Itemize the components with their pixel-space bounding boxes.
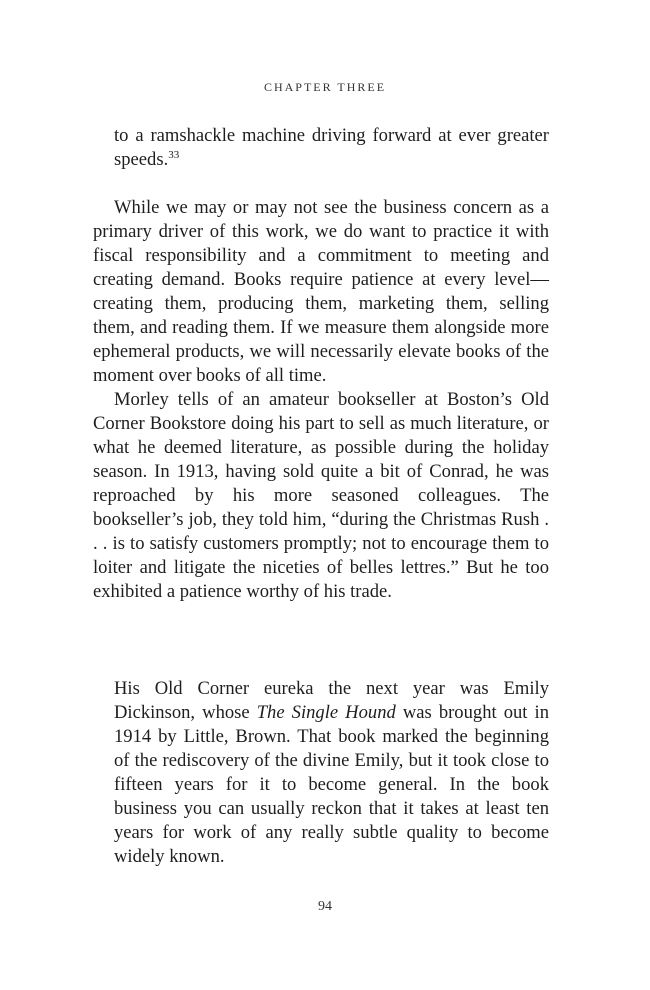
running-head: CHAPTER THREE (263, 80, 387, 94)
quote-text: to a ramshackle machine driving forward at ever greater speeds. (114, 125, 549, 170)
block-quote-top-text (114, 124, 549, 172)
body-paragraph-1: While we may or may not see the business concern as a primary driver of this work, we do want to practice it with fiscal responsibility and a commitment to meeting and creating demand. Books require patience at every level—creating them, producing them, marketing them, selling them, and reading them. If we measure them alongside more ephemeral products, we will necessarily elevate books of the moment over books of all time. (93, 197, 549, 386)
quote-text-after: was brought out in 1914 by Little, Brown. That book marked the beginning of the rediscovery of the divine Emily, but it took close to fifteen years for it to become general. In the book business you can usually reckon that it takes at least ten years for work of any really subtle quality to become widely known. (114, 702, 549, 867)
block-quote-top (114, 124, 549, 172)
quote-text-before: His Old Corner eureka the next year was Emily Dickinson, whose (114, 678, 549, 723)
body-paragraph-2: Morley tells of an amateur bookseller at Boston’s Old Corner Bookstore doing his part to sell as much literature, or what he deemed literature, as possible during the holiday season. In 1913, having sold quite a bit of Conrad, he was reproached by his more seasoned colleagues. The bookseller’s job, they told him, “during the Christmas Rush . . . is to satisfy customers promptly; not to encourage them to loiter and litigate the niceties of belles lettres.” But he too exhibited a patience worthy of his trade. (93, 389, 549, 602)
block-quote-bottom (114, 677, 549, 869)
body-text (93, 196, 549, 604)
book-title-italic: The Single Hound (256, 702, 396, 723)
footnote-reference: 33 (168, 148, 180, 161)
block-quote-bottom-text (114, 677, 549, 869)
page-number: 94 (318, 899, 332, 914)
